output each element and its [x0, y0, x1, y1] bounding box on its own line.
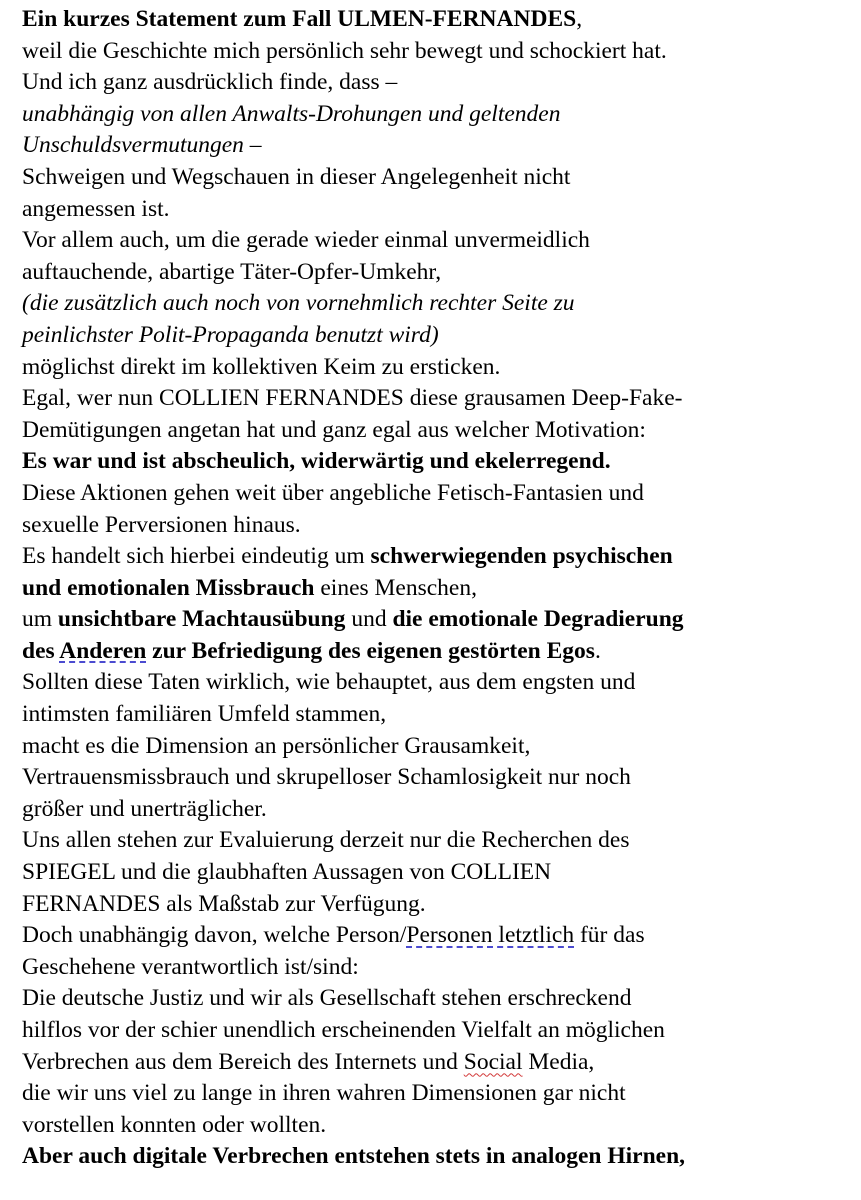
text-run: schwerwiegenden psychischen	[370, 543, 673, 570]
text-line	[22, 162, 852, 194]
text-run: Demütigungen angetan hat und ganz egal aus welcher Motivation:	[22, 416, 646, 443]
text-line	[22, 1015, 852, 1047]
text-line	[22, 920, 852, 952]
text-run: unsichtbare Machtausübung	[57, 606, 346, 633]
text-line	[22, 1047, 852, 1079]
text-line	[22, 825, 852, 857]
text-run: die wir uns viel zu lange in ihren wahren Dimensionen gar nicht	[22, 1080, 626, 1107]
text-line	[22, 889, 852, 921]
text-line	[22, 415, 852, 447]
text-run: Unschuldsvermutungen –	[22, 132, 262, 159]
text-run: Vertrauensmissbrauch und skrupelloser Schamlosigkeit nur noch	[22, 764, 631, 791]
text-run: unabhängig von allen Anwalts-Drohungen und geltenden	[22, 100, 561, 127]
text-run: FERNANDES als Maßstab zur Verfügung.	[22, 890, 426, 917]
text-line	[22, 983, 852, 1015]
text-run: um	[22, 606, 58, 633]
text-line	[22, 288, 852, 320]
text-run: ,	[576, 6, 583, 32]
text-line	[22, 225, 852, 257]
text-run: größer und unerträglicher.	[22, 795, 267, 822]
text-line	[22, 320, 852, 352]
text-line	[22, 1110, 852, 1142]
text-line	[22, 352, 852, 384]
text-line	[22, 762, 852, 794]
text-run: Media,	[522, 1048, 595, 1075]
text-line	[22, 667, 852, 699]
text-line	[22, 510, 852, 542]
text-line	[22, 699, 852, 731]
text-run: macht es die Dimension an persönlicher Grausamkeit,	[22, 732, 531, 759]
text-line	[22, 478, 852, 510]
text-run: Verbrechen aus dem Bereich des Internets und	[22, 1048, 464, 1075]
text-run: Ein kurzes Statement zum Fall ULMEN-FERNANDES	[22, 6, 577, 32]
text-run: die emotionale Degradierung	[392, 606, 684, 633]
text-run: und	[345, 606, 393, 633]
text-line	[22, 1078, 852, 1110]
text-line	[22, 383, 852, 415]
text-run: sexuelle Perversionen hinaus.	[22, 511, 301, 538]
text-run: SPIEGEL und die glaubhaften Aussagen von COLLIEN	[22, 859, 552, 886]
text-line	[22, 604, 852, 636]
text-run: angemessen ist.	[22, 195, 170, 222]
text-run: Geschehene verantwortlich ist/sind:	[22, 953, 359, 980]
text-line	[22, 731, 852, 763]
text-run: Die deutsche Justiz und wir als Gesellschaft stehen erschreckend	[22, 985, 632, 1012]
text-run: und emotionalen Missbrauch	[22, 574, 315, 601]
text-run: Diese Aktionen gehen weit über angebliche Fetisch-Fantasien und	[22, 479, 644, 506]
text-run: Doch unabhängig davon, welche Person/	[22, 922, 407, 949]
text-line	[22, 952, 852, 984]
text-run: (die zusätzlich auch noch von vornehmlich rechter Seite zu	[22, 290, 575, 317]
text-run: weil die Geschichte mich persönlich sehr bewegt und schockiert hat.	[22, 37, 667, 64]
text-line	[22, 194, 852, 226]
text-run: .	[594, 637, 601, 664]
text-run: möglichst direkt im kollektiven Keim zu ersticken.	[22, 353, 501, 380]
grammar-suggestion-underline: Anderen	[59, 637, 147, 664]
spelling-error-underline: Social	[463, 1048, 523, 1075]
text-line	[22, 36, 852, 68]
text-line	[22, 794, 852, 826]
text-run: für das	[574, 922, 645, 949]
text-line	[22, 541, 852, 573]
text-line	[22, 130, 852, 162]
text-line	[22, 857, 852, 889]
text-run: Egal, wer nun COLLIEN FERNANDES diese grausamen Deep-Fake-	[22, 385, 683, 412]
text-run: Und ich ganz ausdrücklich finde, dass –	[22, 69, 398, 96]
text-line	[22, 573, 852, 605]
text-run: auftauchende, abartige Täter-Opfer-Umkehr,	[22, 258, 442, 285]
text-run: zur Befriedigung des eigenen gestörten Egos	[146, 637, 595, 664]
text-run: Vor allem auch, um die gerade wieder einmal unvermeidlich	[22, 227, 590, 254]
text-line	[22, 67, 852, 99]
text-run: intimsten familiären Umfeld stammen,	[22, 701, 387, 728]
text-run: vorstellen konnten oder wollten.	[22, 1111, 327, 1138]
text-line	[22, 99, 852, 131]
text-run: Es war und ist abscheulich, widerwärtig und ekelerregend.	[22, 448, 611, 475]
text-run: Schweigen und Wegschauen in dieser Angelegenheit nicht	[22, 163, 571, 190]
document-body[interactable]	[22, 4, 852, 1173]
text-run: des	[22, 637, 60, 664]
text-line	[22, 636, 852, 668]
text-run: Aber auch digitale Verbrechen entstehen stets in analogen Hirnen,	[22, 1143, 686, 1170]
text-run: Uns allen stehen zur Evaluierung derzeit nur die Recherchen des	[22, 827, 630, 854]
grammar-suggestion-underline: Personen letztlich	[406, 922, 575, 949]
text-run: Sollten diese Taten wirklich, wie behauptet, aus dem engsten und	[22, 669, 636, 696]
text-line	[22, 1141, 852, 1173]
text-line	[22, 4, 852, 36]
text-run: hilflos vor der schier unendlich erscheinenden Vielfalt an möglichen	[22, 1017, 665, 1043]
text-run: eines Menschen,	[314, 574, 477, 601]
text-run: Es handelt sich hierbei eindeutig um	[22, 543, 371, 570]
text-line	[22, 446, 852, 478]
text-run: peinlichster Polit-Propaganda benutzt wird)	[22, 321, 439, 348]
text-line	[22, 257, 852, 289]
